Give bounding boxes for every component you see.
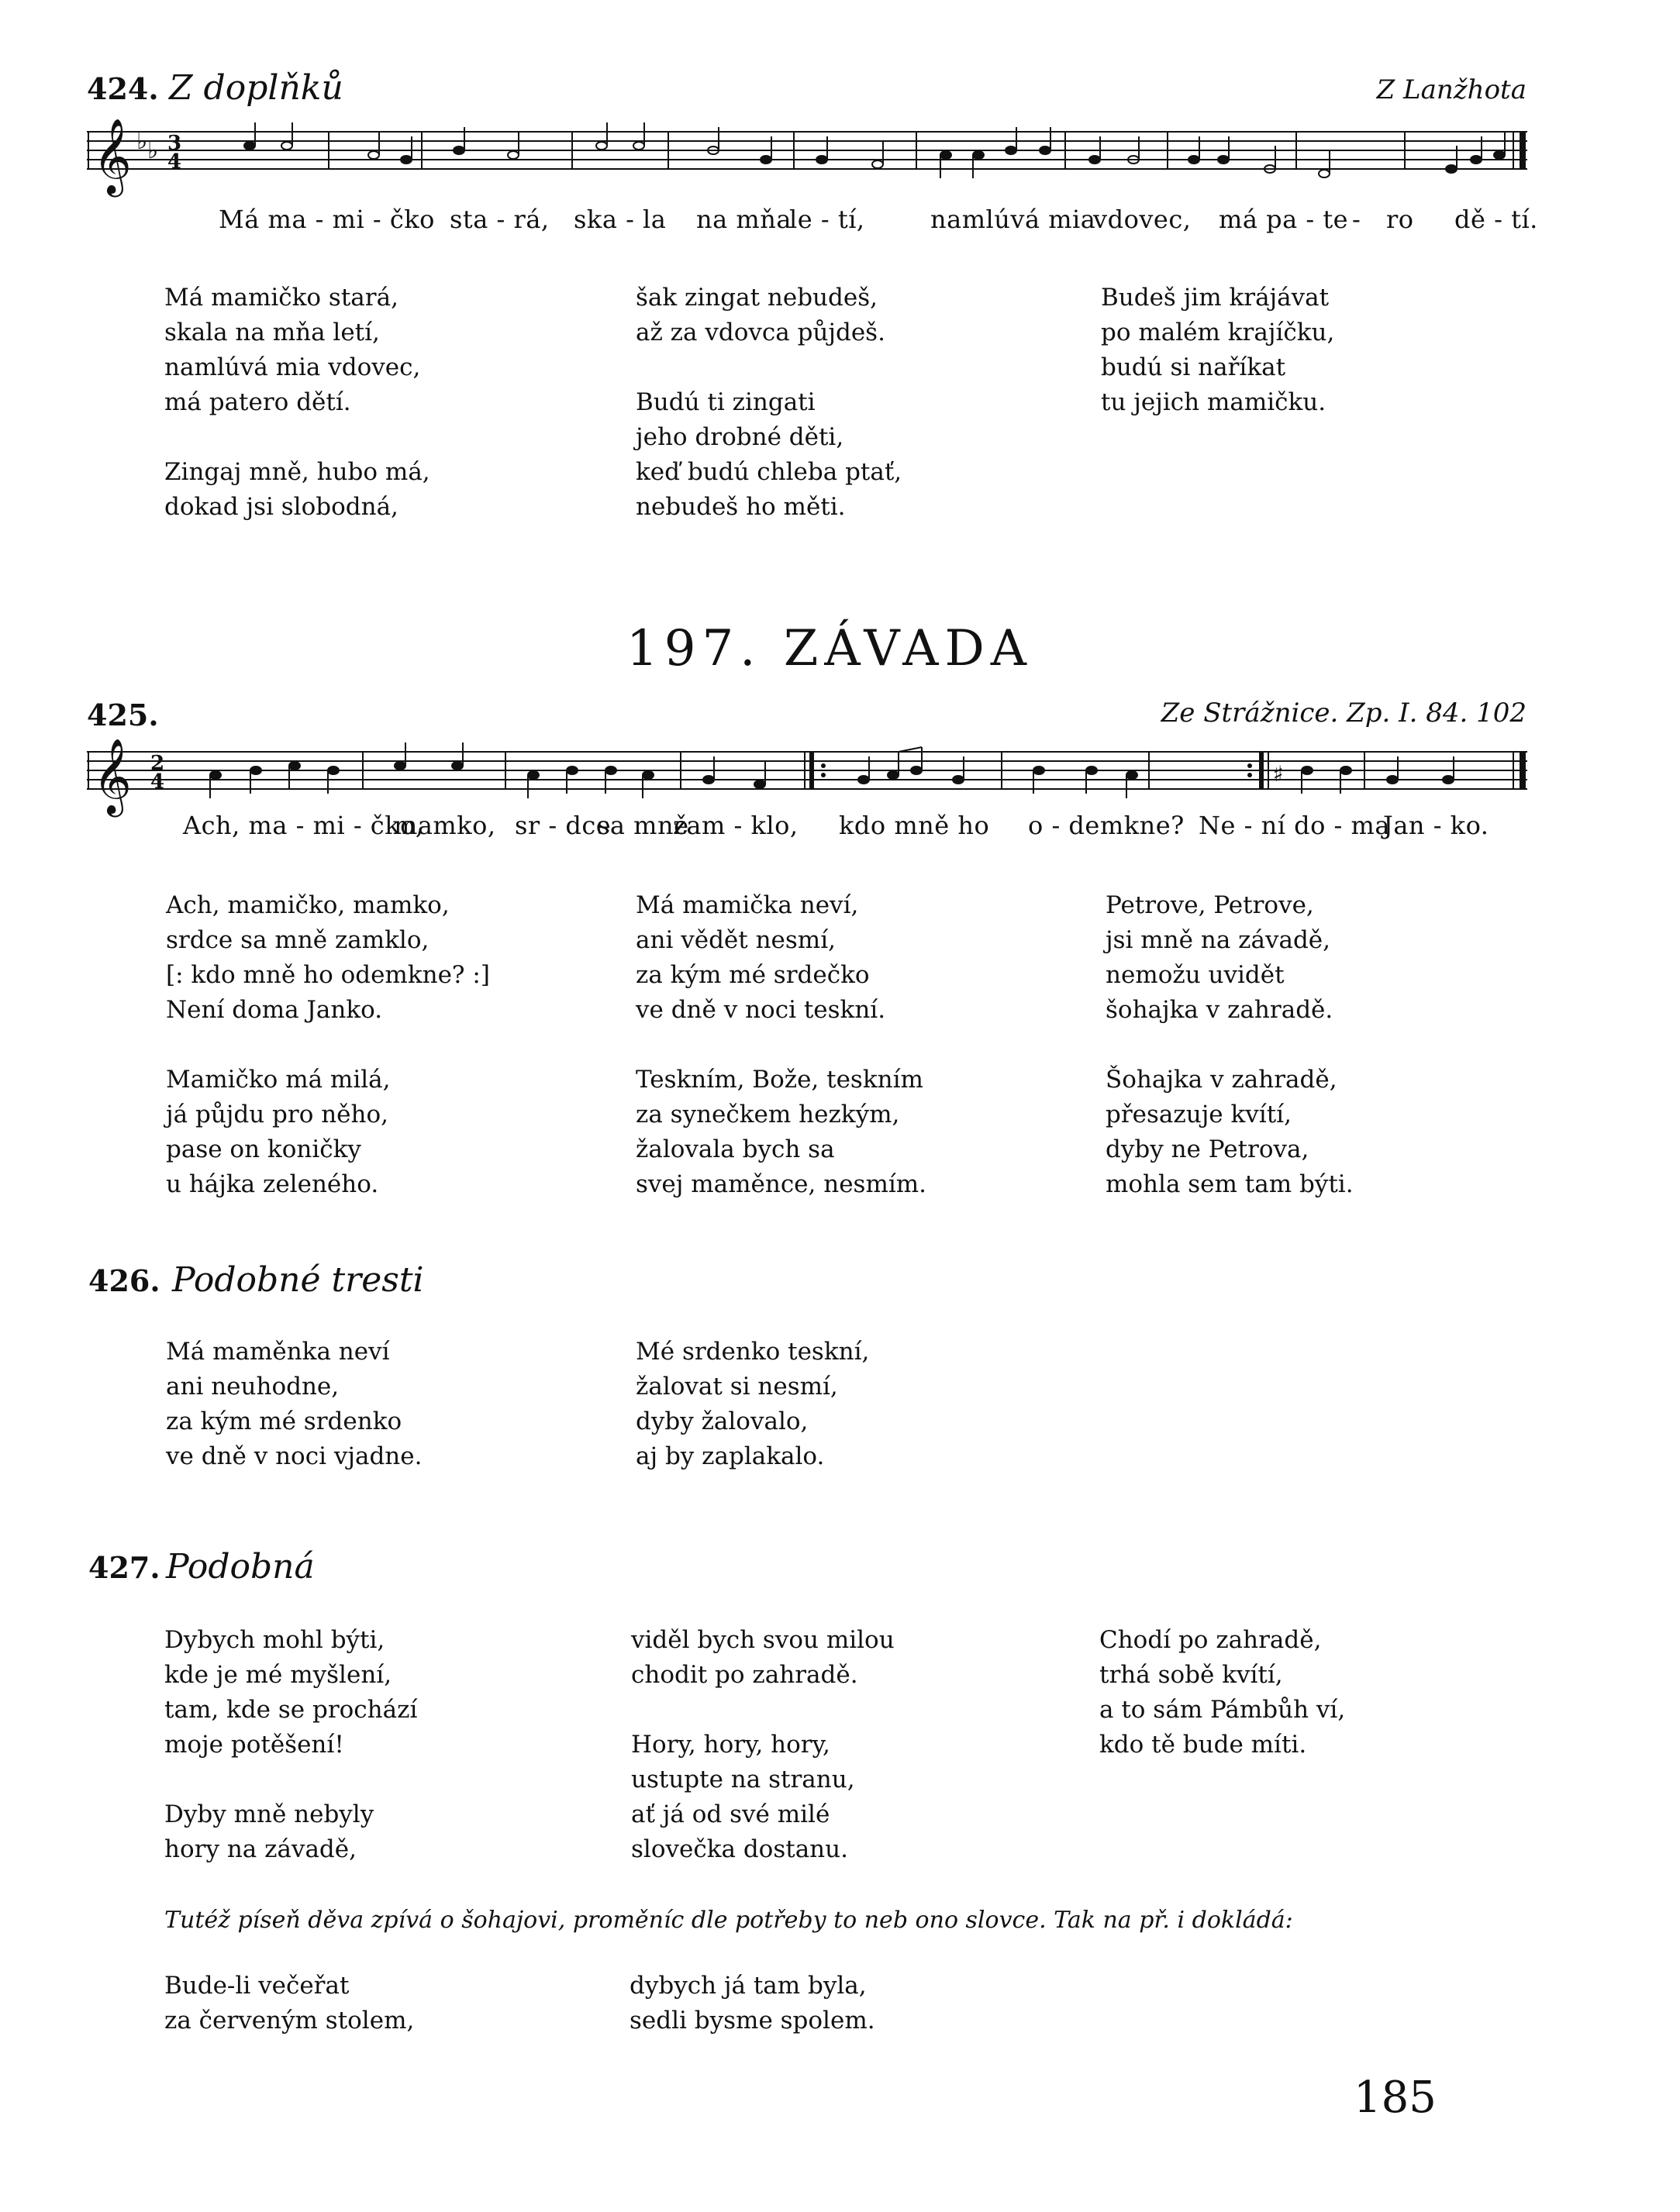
verse-line: Budeš jim krájávat [1101,284,1330,312]
lyric-syllables: má pa - te [1219,205,1349,234]
time-sig-bottom: 4 [167,150,182,174]
verse-line: Mé srdenko teskní, [636,1338,870,1366]
lyric-syllables: Ach, ma - mi - čko, [183,811,424,840]
verse-line: Má mamičko stará, [164,284,398,312]
treble-clef-icon: 𝄞 [93,118,132,194]
treble-clef-icon: 𝄞 [93,738,132,814]
lyric-syllables: kdo mně ho [839,811,990,840]
flat-icon: ♭ [147,137,159,164]
stanza-column [630,1969,875,2038]
verse-line: dokad jsi slobodná, [164,493,398,521]
lyric-syllables: sta - rá, [450,205,550,234]
stanza-column [636,888,926,1202]
lyric-syllables: le - tí, [789,205,865,234]
verse-line: Bude-li večeřat [164,1972,350,2000]
verse-line: po malém krajíčku, [1101,319,1335,346]
lyric-syllables: dě - tí. [1454,205,1538,234]
verse-line: sedli bysme spolem. [630,2007,875,2035]
verse-line: Dybych mohl býti, [164,1626,385,1654]
lyric-syllables: o - demkne? [1028,811,1185,840]
flat-icon: ♭ [136,128,148,155]
verse-line: šohajka v zahradě. [1106,996,1333,1024]
verse-line: já půjdu pro něho, [166,1101,389,1128]
lyric-syllables: Ne - ní do - ma [1199,811,1390,840]
verse-line: za synečkem hezkým, [636,1101,900,1128]
lyric-syllables: sr - dce [515,811,612,840]
time-sig-top: 2 [150,752,165,775]
verse-line: dyby ne Petrova, [1106,1135,1309,1163]
lyric-syllables: mamko, [394,811,496,840]
stanza-column [164,281,430,525]
verse-line: Má mamička neví, [636,891,859,919]
verse-line: aj by zaplakalo. [636,1442,825,1470]
verse-line: a to sám Pámbůh ví, [1099,1696,1346,1724]
music-staff-425 [87,736,1529,822]
verse-line: za kým mé srdenko [166,1407,402,1435]
stanza-column [1101,281,1334,420]
verse-line: nemožu uvidět [1106,961,1285,989]
stanza-column [631,1623,895,1867]
song-title: Z doplňků [169,68,343,108]
verse-line: za červeným stolem, [164,2007,415,2035]
verse-line: přesazuje kvítí, [1106,1101,1292,1128]
lyric-syllables: ro [1386,205,1414,234]
verse-line: mohla sem tam býti. [1106,1170,1354,1198]
verse-line: dybych já tam byla, [630,1972,867,2000]
stanza-column [166,888,490,1202]
verse-line: jeho drobné děti, [636,423,844,451]
music-staff-424 [87,116,1529,202]
verse-line: ustupte na stranu, [631,1766,855,1793]
stanza-column [636,281,902,525]
verse-line: Dyby mně nebyly [164,1800,374,1828]
lyric-syllables: Jan - ko. [1383,811,1489,840]
verse-line: tu jejich mamičku. [1101,388,1326,416]
verse-line: ani neuhodne, [166,1373,340,1401]
verse-line: žalovala bych sa [636,1135,835,1163]
stanza-column [636,1335,869,1474]
verse-line: chodit po zahradě. [631,1661,858,1689]
lyric-syllables: sa mně [597,811,689,840]
time-sig-bottom: 4 [150,770,165,794]
verse-line: ani vědět nesmí, [636,926,836,954]
song-number: 424. [87,71,159,106]
verse-line: skala na mňa letí, [164,319,380,346]
verse-line: Chodí po zahradě, [1099,1626,1322,1654]
verse-line: kde je mé myšlení, [164,1661,392,1689]
chapter-title: 197. ZÁVADA [626,620,1033,677]
verse-line: kdo tě bude míti. [1099,1731,1307,1759]
verse-line: Mamičko má milá, [166,1066,391,1094]
stanza-column [164,1969,414,2038]
stanza-column [164,1623,417,1867]
verse-line: trhá sobě kvítí, [1099,1661,1283,1689]
verse-line: viděl bych svou milou [631,1626,895,1654]
lyric-syllables: - [1352,205,1361,234]
stanza-column [1106,888,1354,1202]
verse-line: srdce sa mně zamklo, [166,926,429,954]
verse-line: dyby žalovalo, [636,1407,809,1435]
lyric-syllables: Má ma - mi - čko [219,205,435,234]
verse-line: žalovat si nesmí, [636,1373,838,1401]
verse-line: ve dně v noci vjadne. [166,1442,423,1470]
verse-line: moje potěšení! [164,1731,344,1759]
song-number: 426. [88,1263,160,1298]
page-number: 185 [1354,2072,1437,2123]
verse-line: Budú ti zingati [636,388,816,416]
song-number: 425. [87,698,159,732]
verse-line: má patero dětí. [164,388,351,416]
sharp-icon: ♯ [1273,761,1284,787]
verse-line: za kým mé srdečko [636,961,870,989]
verse-line: hory na závadě, [164,1835,357,1863]
verse-line: Není doma Janko. [166,996,383,1024]
verse-line: Hory, hory, hory, [631,1731,830,1759]
verse-line: slovečka dostanu. [631,1835,848,1863]
lyric-syllables: vdovec, [1093,205,1192,234]
verse-line: Teskním, Bože, teskním [636,1066,923,1094]
verse-line: šak zingat nebudeš, [636,284,878,312]
verse-line: Petrove, Petrove, [1106,891,1314,919]
song-title: Podobné tresti [172,1260,424,1300]
verse-line: budú si naříkat [1101,353,1286,381]
verse-line: keď budú chleba ptať, [636,458,902,486]
editorial-note: Tutéž píseň děva zpívá o šohajovi, proměníc dle potřeby to neb ono slovce. Tak na př. i dokládá: [164,1907,1293,1934]
stanza-column [166,1335,422,1474]
verse-line: pase on koničky [166,1135,361,1163]
verse-line: jsi mně na závadě, [1106,926,1331,954]
stanza-column [1099,1623,1345,1762]
song-title: Podobná [166,1547,315,1587]
lyric-syllables: ska - la [574,205,667,234]
lyric-syllables: na mňa [696,205,792,234]
verse-line: ve dně v noci teskní. [636,996,886,1024]
song-source: Ze Strážnice. Zp. I. 84. 102 [1161,698,1526,729]
verse-line: svej maměnce, nesmím. [636,1170,927,1198]
song-source: Z Lanžhota [1376,74,1526,105]
song-number: 427. [88,1550,160,1585]
lyric-syllables: namlúvá mia [930,205,1096,234]
verse-line: [: kdo mně ho odemkne? :] [166,961,490,989]
verse-line: u hájka zeleného. [166,1170,379,1198]
verse-line: Má maměnka neví [166,1338,390,1366]
verse-line: až za vdovca půjdeš. [636,319,885,346]
verse-line: namlúvá mia vdovec, [164,353,421,381]
verse-line: Ach, mamičko, mamko, [166,891,450,919]
verse-line: nebudeš ho měti. [636,493,846,521]
verse-line: tam, kde se prochází [164,1696,418,1724]
verse-line: ať já od své milé [631,1800,830,1828]
time-sig-top: 3 [167,132,182,155]
verse-line: Šohajka v zahradě, [1106,1066,1337,1094]
verse-line: Zingaj mně, hubo má, [164,458,430,486]
lyric-syllables: zam - klo, [673,811,799,840]
